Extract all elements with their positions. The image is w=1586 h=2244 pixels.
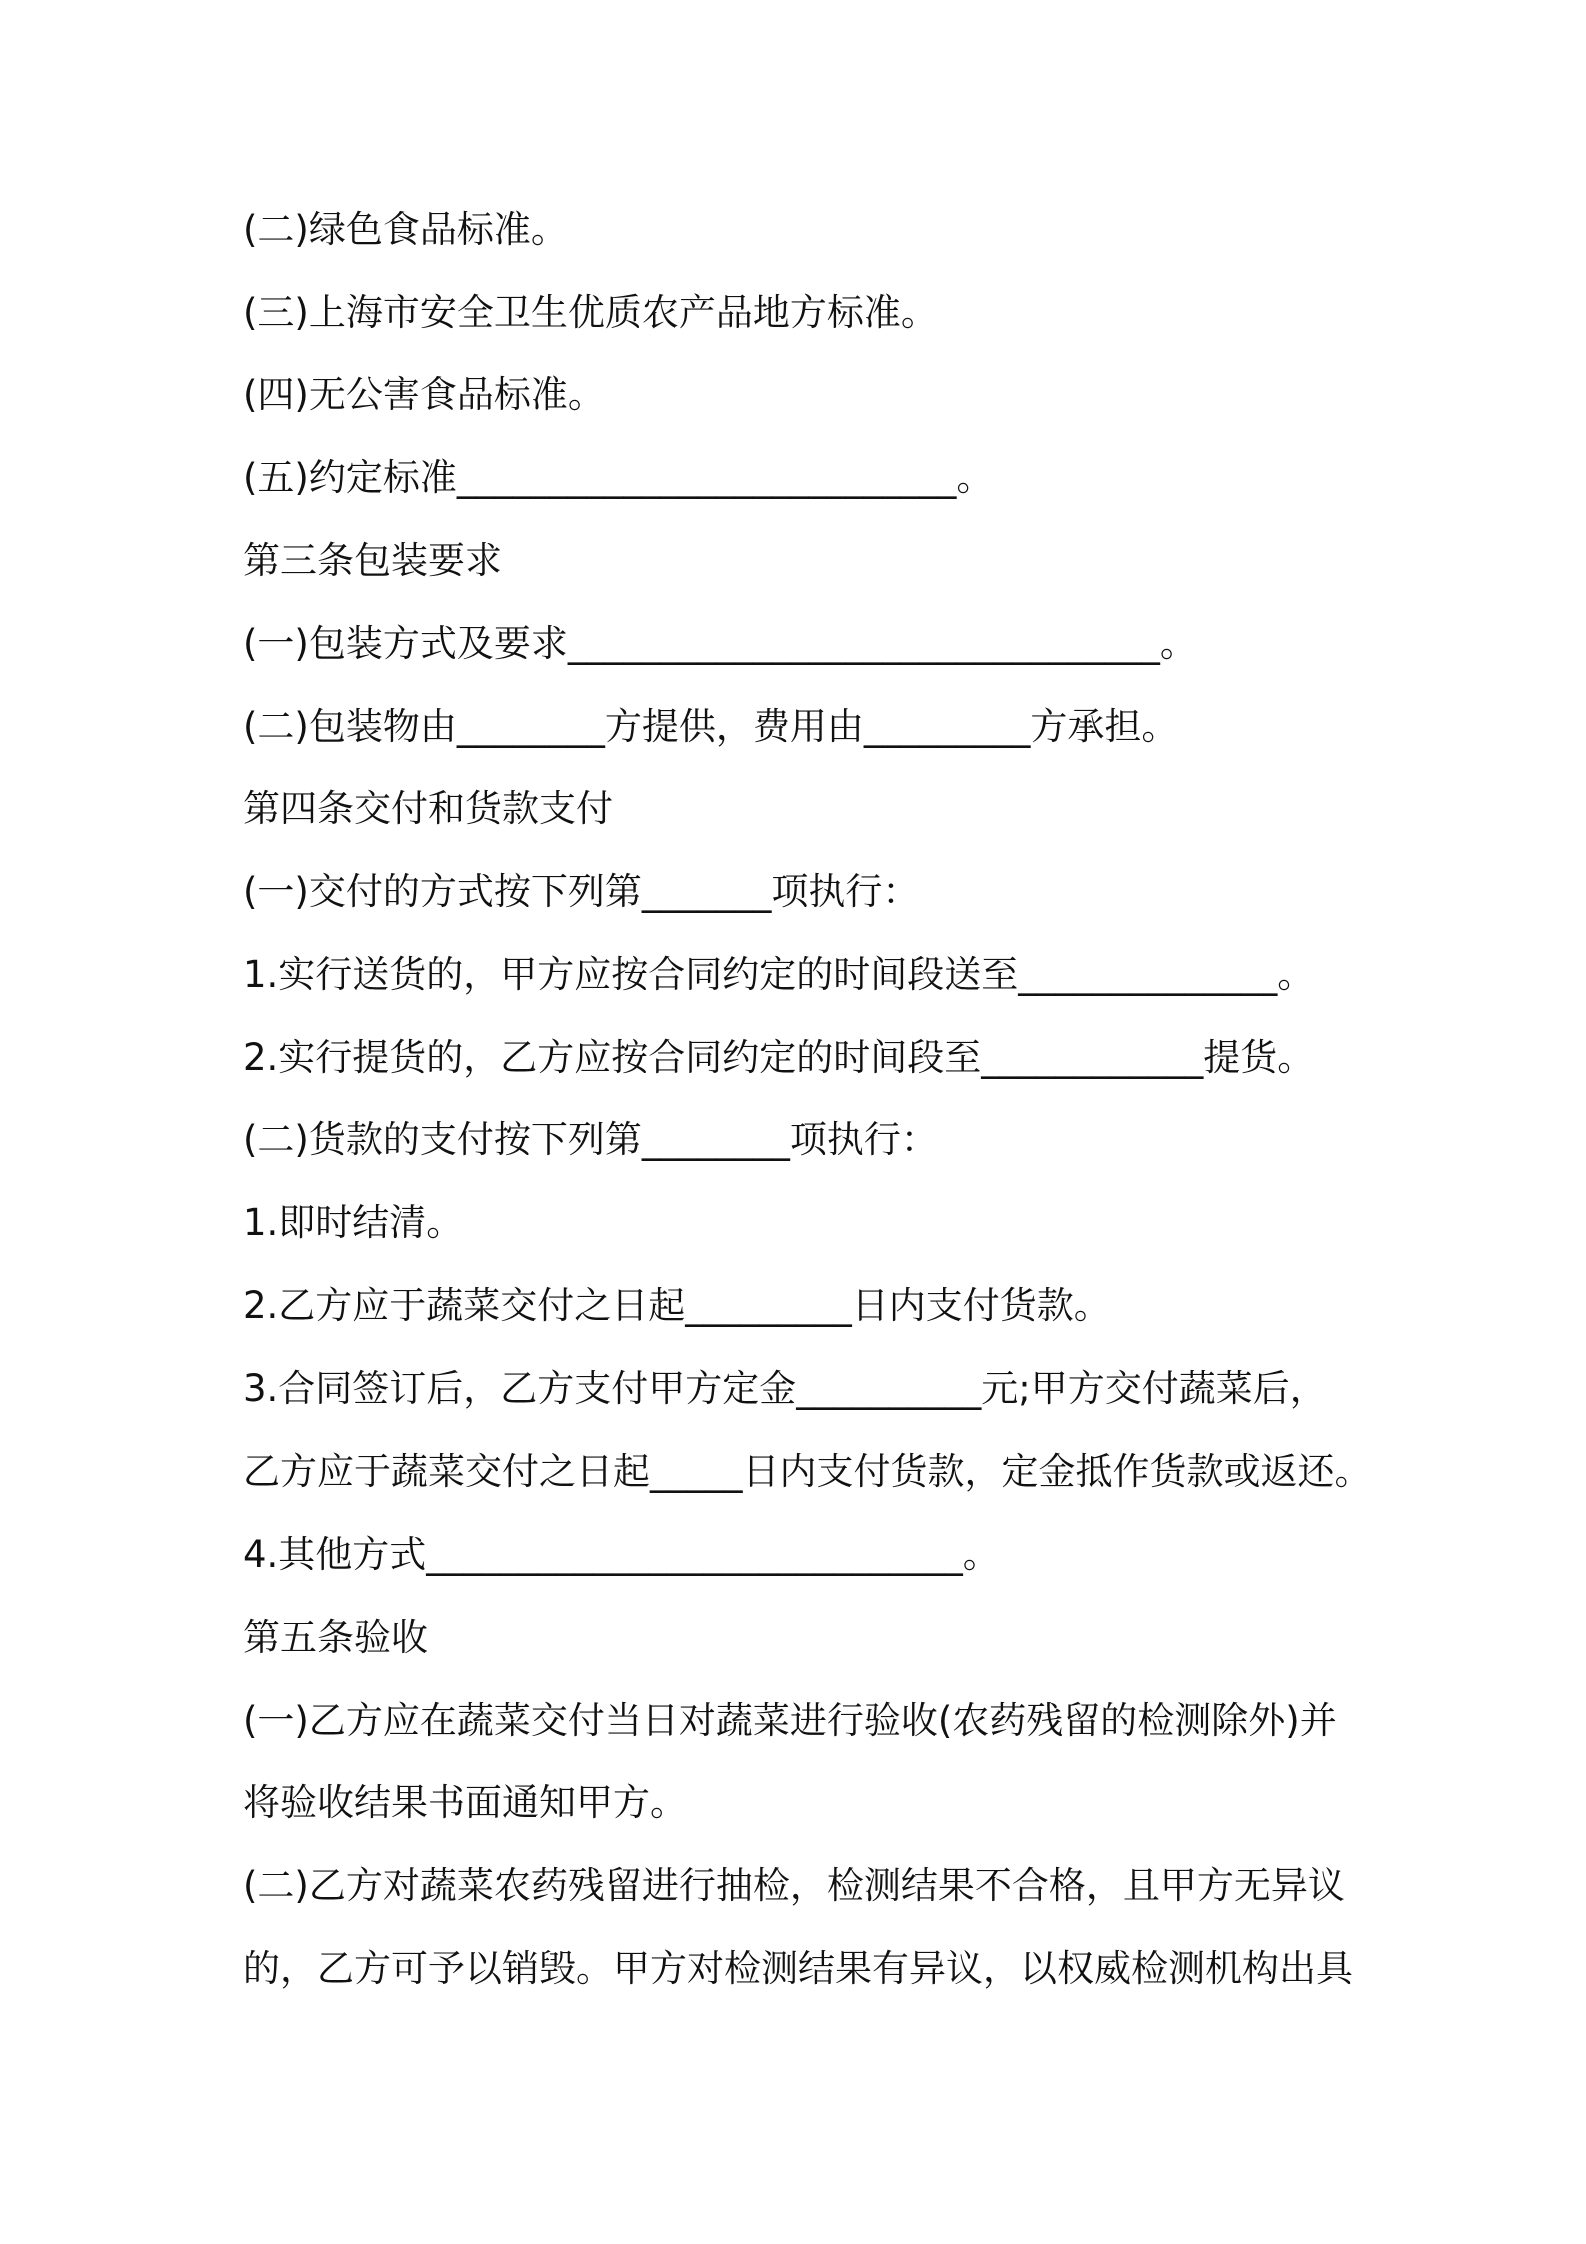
clause-4-heading: 第四条交付和货款支付 [243, 787, 613, 830]
clause-3-item-2: (二)包装物由________方提供，费用由_________方承担。 [243, 705, 1179, 748]
clause-5-item-2-cont: 的，乙方可予以销毁。甲方对检测结果有异议，以权威检测机构出具 [243, 1947, 1353, 1990]
clause-4-item-2-option-2: 2.乙方应于蔬菜交付之日起_________日内支付货款。 [243, 1284, 1111, 1327]
clause-4-item-2-option-3-cont: 乙方应于蔬菜交付之日起_____日内支付货款，定金抵作货款或返还。 [243, 1450, 1372, 1493]
clause-4-item-2-option-4: 4.其他方式_____________________________。 [243, 1533, 1000, 1576]
clause-4-item-2-option-3: 3.合同签订后，乙方支付甲方定金__________元;甲方交付蔬菜后， [243, 1367, 1327, 1410]
clause-5-item-2: (二)乙方对蔬菜农药残留进行抽检，检测结果不合格，且甲方无异议 [243, 1864, 1345, 1907]
clause-4-item-2-option-1: 1.即时结清。 [243, 1201, 464, 1244]
clause-2-item-3: (三)上海市安全卫生优质农产品地方标准。 [243, 291, 938, 334]
clause-4-item-1-option-2: 2.实行提货的，乙方应按合同约定的时间段至____________提货。 [243, 1036, 1315, 1079]
clause-5-heading: 第五条验收 [243, 1616, 428, 1659]
clause-5-item-1-cont: 将验收结果书面通知甲方。 [243, 1781, 687, 1824]
clause-4-item-1: (一)交付的方式按下列第_______项执行： [243, 870, 920, 913]
clause-3-heading: 第三条包装要求 [243, 539, 502, 582]
clause-4-item-1-option-1: 1.实行送货的，甲方应按合同约定的时间段送至______________。 [243, 953, 1315, 996]
clause-4-item-2: (二)货款的支付按下列第________项执行： [243, 1118, 938, 1161]
clause-2-item-4: (四)无公害食品标准。 [243, 373, 605, 416]
clause-5-item-1: (一)乙方应在蔬菜交付当日对蔬菜进行验收(农药残留的检测除外)并 [243, 1699, 1337, 1742]
clause-3-item-1: (一)包装方式及要求________________________________。 [243, 622, 1197, 665]
clause-2-item-5: (五)约定标准___________________________。 [243, 456, 994, 499]
clause-2-item-2: (二)绿色食品标准。 [243, 208, 568, 251]
